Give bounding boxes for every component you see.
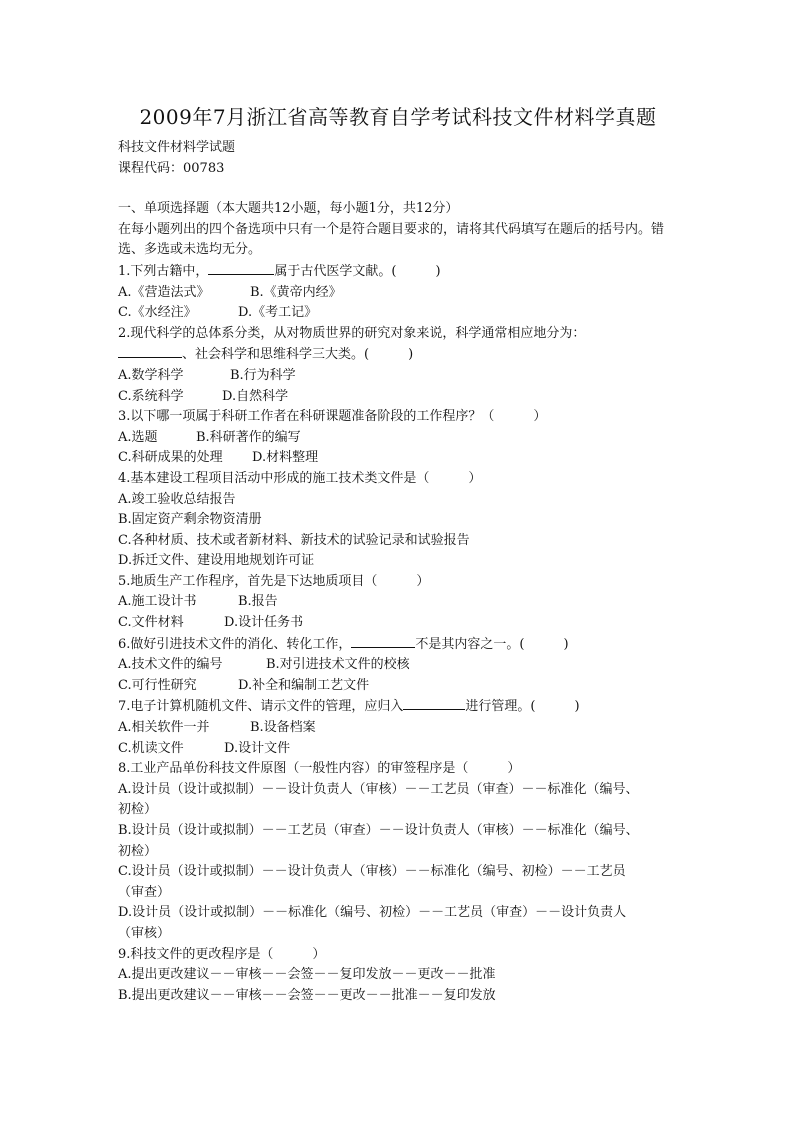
question-2-stem: 2.现代科学的总体系分类，从对物质世界的研究对象来说，科学通常相应地分为： xyxy=(118,325,586,341)
option: D.补全和编制工艺文件 xyxy=(238,677,370,693)
option: B.设备档案 xyxy=(250,720,316,736)
option: B.提出更改建议－－审核－－会签－－更改－－批准－－复印发放 xyxy=(118,987,496,1003)
answer-blank xyxy=(118,344,182,358)
option: A.数学科学 xyxy=(118,367,184,383)
option: C.科研成果的处理 xyxy=(118,450,223,466)
question-6-options-row xyxy=(118,676,678,697)
option: A.相关软件一并 xyxy=(118,720,210,736)
question-6-stem: 6.做好引进技术文件的消化、转化工作， 不是其内容之一。( ) xyxy=(118,634,678,656)
question-6-options-row xyxy=(118,655,678,676)
question-8-stem: 8.工业产品单份科技文件原图（一般性内容）的审签程序是（ ） xyxy=(118,761,521,777)
question-1-options-row xyxy=(118,303,678,324)
option-cont: （审核） xyxy=(118,925,171,941)
option: D.设计员（设计或拟制）－－标准化（编号、初检）－－工艺员（审查）－－设计负责人 xyxy=(118,905,627,921)
option: C.文件材料 xyxy=(118,615,184,631)
question-1-stem: 1.下列古籍中， 属于古代医学文献。( ) xyxy=(118,261,678,283)
option: C.机读文件 xyxy=(118,740,184,756)
spacer xyxy=(118,179,678,199)
option: D.自然科学 xyxy=(222,388,289,404)
exam-page xyxy=(118,100,678,1006)
answer-blank xyxy=(403,696,465,710)
question-7-options-row xyxy=(118,739,678,760)
question-2-options-row xyxy=(118,387,678,408)
question-2-options-row xyxy=(118,366,678,387)
exam-subtitle: 科技文件材料学试题 xyxy=(118,140,236,155)
option: C.《水经注》 xyxy=(118,305,197,321)
page-title: 2009年7月浙江省高等教育自学考试科技文件材料学真题 xyxy=(139,105,657,129)
option: B.科研著作的编写 xyxy=(196,429,301,445)
option: D.设计文件 xyxy=(224,740,291,756)
section-header: 一、单项选择题（本大题共12小题，每小题1分，共12分） xyxy=(118,201,459,217)
option: A.竣工验收总结报告 xyxy=(118,491,236,507)
question-5-stem: 5.地质生产工作程序，首先是下达地质项目（ ） xyxy=(118,573,430,589)
option: A.技术文件的编号 xyxy=(118,657,223,673)
option-cont: （审查） xyxy=(118,884,171,900)
question-9-stem: 9.科技文件的更改程序是（ ） xyxy=(118,946,326,962)
option: B.设计员（设计或拟制）－－工艺员（审查）－－设计负责人（审核）－－标准化（编号、 xyxy=(118,823,639,838)
option: B.对引进技术文件的校核 xyxy=(266,657,410,673)
question-4-stem: 4.基本建设工程项目活动中形成的施工技术类文件是（ ） xyxy=(118,470,482,486)
option: D.《考工记》 xyxy=(238,305,318,321)
option-cont: 初检） xyxy=(118,802,158,818)
answer-blank xyxy=(208,261,274,275)
option: A.施工设计书 xyxy=(118,594,197,610)
option: A.提出更改建议－－审核－－会签－－复印发放－－更改－－批准 xyxy=(118,967,496,983)
option-cont: 初检） xyxy=(118,843,158,859)
answer-blank xyxy=(351,634,415,648)
option: C.可行性研究 xyxy=(118,677,197,693)
option: C.系统科学 xyxy=(118,388,184,404)
option: B.报告 xyxy=(238,594,278,610)
question-5-options-row xyxy=(118,613,678,634)
course-code: 课程代码：00783 xyxy=(118,160,225,176)
option: B.行为科学 xyxy=(230,367,296,383)
option: D.设计任务书 xyxy=(224,615,304,631)
option: B.《黄帝内经》 xyxy=(250,284,342,300)
instructions: 在每小题列出的四个备选项中只有一个是符合题目要求的，请将其代码填写在题后的括号内。错选、多选或未选均无分。 xyxy=(118,221,665,258)
question-5-options-row xyxy=(118,592,678,613)
option: B.固定资产剩余物资清册 xyxy=(118,512,262,528)
question-3-options-row xyxy=(118,448,678,469)
option: C.设计员（设计或拟制）－－设计负责人（审核）－－标准化（编号、初检）－－工艺员 xyxy=(118,864,626,880)
option: D.拆迁文件、建设用地规划许可证 xyxy=(118,553,315,569)
option: C.各种材质、技术或者新材料、新技术的试验记录和试验报告 xyxy=(118,532,470,548)
option: A.设计员（设计或拟制）－－设计负责人（审核）－－工艺员（审查）－－标准化（编号、 xyxy=(118,781,639,797)
question-7-options-row xyxy=(118,718,678,739)
question-3-options-row xyxy=(118,428,678,449)
question-7-stem: 7.电子计算机随机文件、请示文件的管理，应归入 进行管理。( ) xyxy=(118,696,678,718)
option: A.《营造法式》 xyxy=(118,284,210,300)
question-3-stem: 3.以下哪一项属于科研工作者在科研课题准备阶段的工作程序？（ ） xyxy=(118,409,547,425)
option: D.材料整理 xyxy=(252,450,319,466)
question-1-options-row xyxy=(118,283,678,304)
option: A.选题 xyxy=(118,429,158,445)
question-2-stem-cont: 、社会科学和思维科学三大类。( ) xyxy=(118,344,678,366)
